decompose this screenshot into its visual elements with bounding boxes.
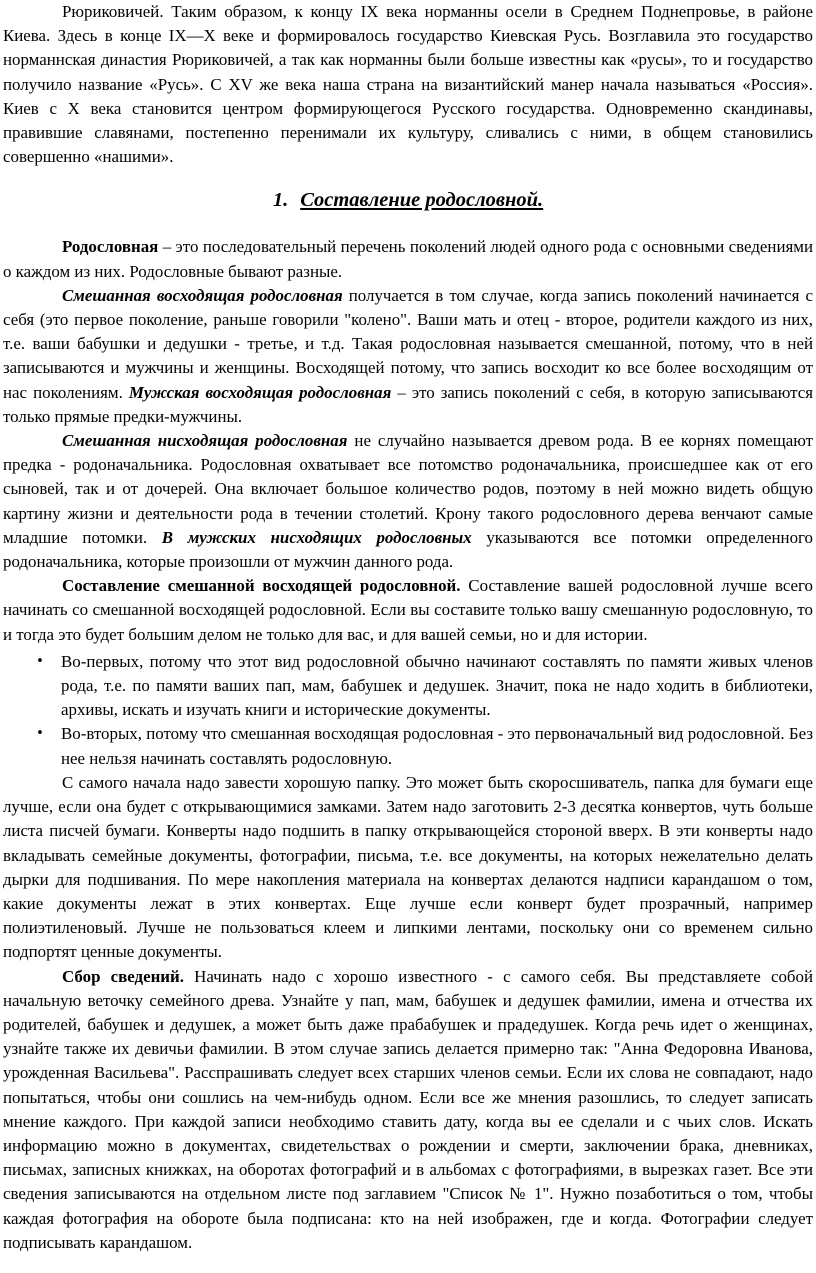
term-male-ascending: Мужская восходящая родословная <box>128 382 392 402</box>
male-ascending-text: – это запись поколений с себя, в которую записываются только прямые предки-мужчины. <box>3 382 814 426</box>
section-number: 1. <box>272 189 289 212</box>
term-pedigree: Родословная <box>62 237 159 257</box>
section-heading <box>3 186 813 214</box>
list-item <box>3 722 813 770</box>
intro-paragraph: Рюриковичей. Таким образом, к концу IX века норманны осели в Среднем Поднепровье, в районе Киева. Здесь в конце IX—X веке и формировалось государство Киевская Русь. Возглавила это государство норманнская династия Рюриковичей, а так как норманны были больше известны как «русы», то и государство получило название «Русь». С XV же века наша страна на византийский манер начала называться «Россия». Киев с X века становится центром формирующегося Русского государства. Одновременно скандинавы, правившие славянами, постепенно перенимали их культуру, сливались с ними, в общем становились совершенно «нашими». <box>3 2 813 167</box>
reasons-list <box>3 650 813 771</box>
compose-text: Составление вашей родословной лучше всего начинать со смешанной восходящей родословной. Если вы составите только вашу смешанную родословную, то и тогда это будет большим делом не только для вас, и для вашей семьи, но и для истории. <box>3 576 813 644</box>
term-collect: Сбор сведений. <box>62 966 184 986</box>
collect-paragraph <box>3 965 813 1255</box>
mixed-ascending-text: получается в том случае, когда запись поколений начинается с себя (это первое поколение, раньше говорили "колено". Ваши мать и отец - второе, родители каждого из них, т.е. ваши бабушки и дедушки - третье, и т.д. Такая родословная называется смешанной, потому, что в ней записываются и мужчины и женщины. Восходящей потому, что запись восходит ко все более восходящим от нас поколениям. <box>3 285 813 402</box>
definition-text: – это последовательный перечень поколений людей одного рода с основными сведениями о каждом из них. Родословные бывают разные. <box>3 237 813 281</box>
mixed-descending-text: не случайно называется древом рода. В ее корнях помещают предка - родоначальника. Родословная охватывает все потомство родоначальника, происшедшее как от его сыновей, так и от дочерей. Она включает большое количество родов, поэтому в ней можно видеть общую картину жизни и деятельности рода в течении столетий. Крону такого родословного дерева венчают самые младшие потомки. <box>3 431 813 547</box>
term-mixed-descending: Смешанная нисходящая родословная <box>62 431 348 451</box>
list-item-text: Во-первых, потому что этот вид родословной обычно начинают составлять по памяти живых членов рода, т.е. по памяти ваших пап, мам, бабушек и дедушек. Значит, пока не надо ходить в библиотеки, архивы, искать и изучать книги и исторические документы. <box>61 651 813 720</box>
definition-paragraph <box>3 235 813 283</box>
list-item-text: Во-вторых, потому что смешанная восходящая родословная - это первоначальный вид родословной. Без нее нельзя начинать составлять родословную. <box>61 724 813 768</box>
compose-paragraph <box>3 574 813 647</box>
section-title: Составление родословной. <box>300 189 544 212</box>
folder-paragraph: С самого начала надо завести хорошую папку. Это может быть скоросшиватель, папка для бумаги еще лучше, если она будет с открывающимися замками. Затем надо заготовить 2-3 десятка конвертов, чуть больше листа писчей бумаги. Конверты надо подшить в папку открывающейся стороной вверх. В эти конверты надо вкладывать семейные документы, фотографии, письма, т.е. все документы, на которых нежелательно делать дырки для подшивания. По мере накопления материала на конвертах делаются надписи карандашом о том, какие документы лежат в этих конвертах. Еще лучше если конверт будет прозрачный, например полиэтиленовый. Лучше не пользоваться клеем и липкими лентами, поскольку они со временем сильно подпортят ценные документы. <box>3 772 813 962</box>
term-male-descending: В мужских нисходящих родословных <box>161 527 472 547</box>
collect-text: Начинать надо с хорошо известного - с самого себя. Вы представляете собой начальную веточку семейного древа. Узнайте у пап, мам, бабушек и дедушек фамилии, имена и отчества их родителей, бабушек и дедушек, а может быть даже прабабушек и прадедушек. Когда речь идет о женщинах, узнайте также их девичьи фамилии. В этом случае запись делается примерно так: "Анна Федоровна Иванова, урожденная Васильева". Расспрашивать следует всех старших членов семьи. Если их слова не совпадают, надо попытаться, чтобы они сошлись на чем-нибудь одном. Если все же мнения разошлись, то следует записать мнение каждого. При каждой записи необходимо ставить дату, когда вы ее сделали и с чьих слов. Искать информацию можно в документах, свидетельствах о рождении и смерти, заключении брака, дневниках, письмах, записных книжках, на оборотах фотографий и в альбомах с фотографиями, в вырезках газет. Все эти сведения записываются на отдельном листе под заглавием "Список № 1". Нужно позаботиться о том, чтобы каждая фотография на обороте была подписана: кто на ней изображен, где и когда. Фотографии следует подписывать карандашом. <box>3 966 813 1252</box>
term-compose: Составление смешанной восходящей родословной. <box>62 576 461 596</box>
bullet-icon: • <box>36 653 44 669</box>
bullet-icon: • <box>36 726 44 742</box>
male-descending-text: указываются все потомки определенного родоначальника, которые произошли от мужчин данного рода. <box>3 527 813 572</box>
term-mixed-ascending: Смешанная восходящая родословная <box>62 285 343 305</box>
list-item <box>3 650 813 723</box>
mixed-ascending-paragraph <box>3 284 813 429</box>
mixed-descending-paragraph <box>3 429 813 574</box>
